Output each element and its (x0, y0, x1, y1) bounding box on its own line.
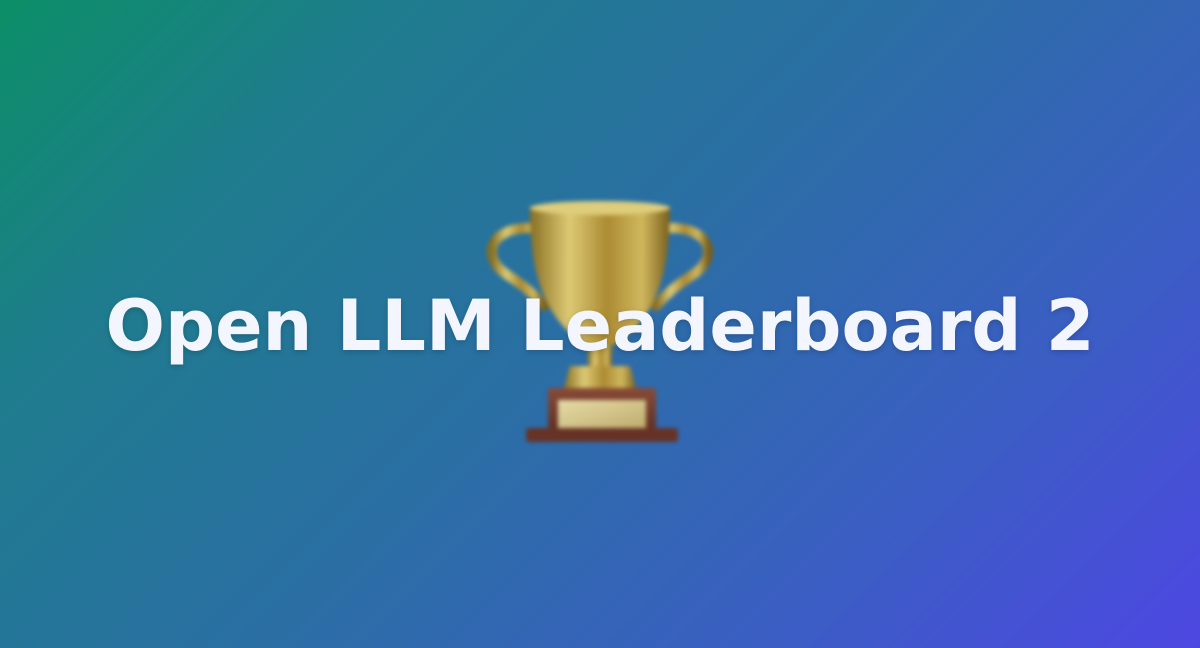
page-title: Open LLM Leaderboard 2 (105, 285, 1095, 367)
